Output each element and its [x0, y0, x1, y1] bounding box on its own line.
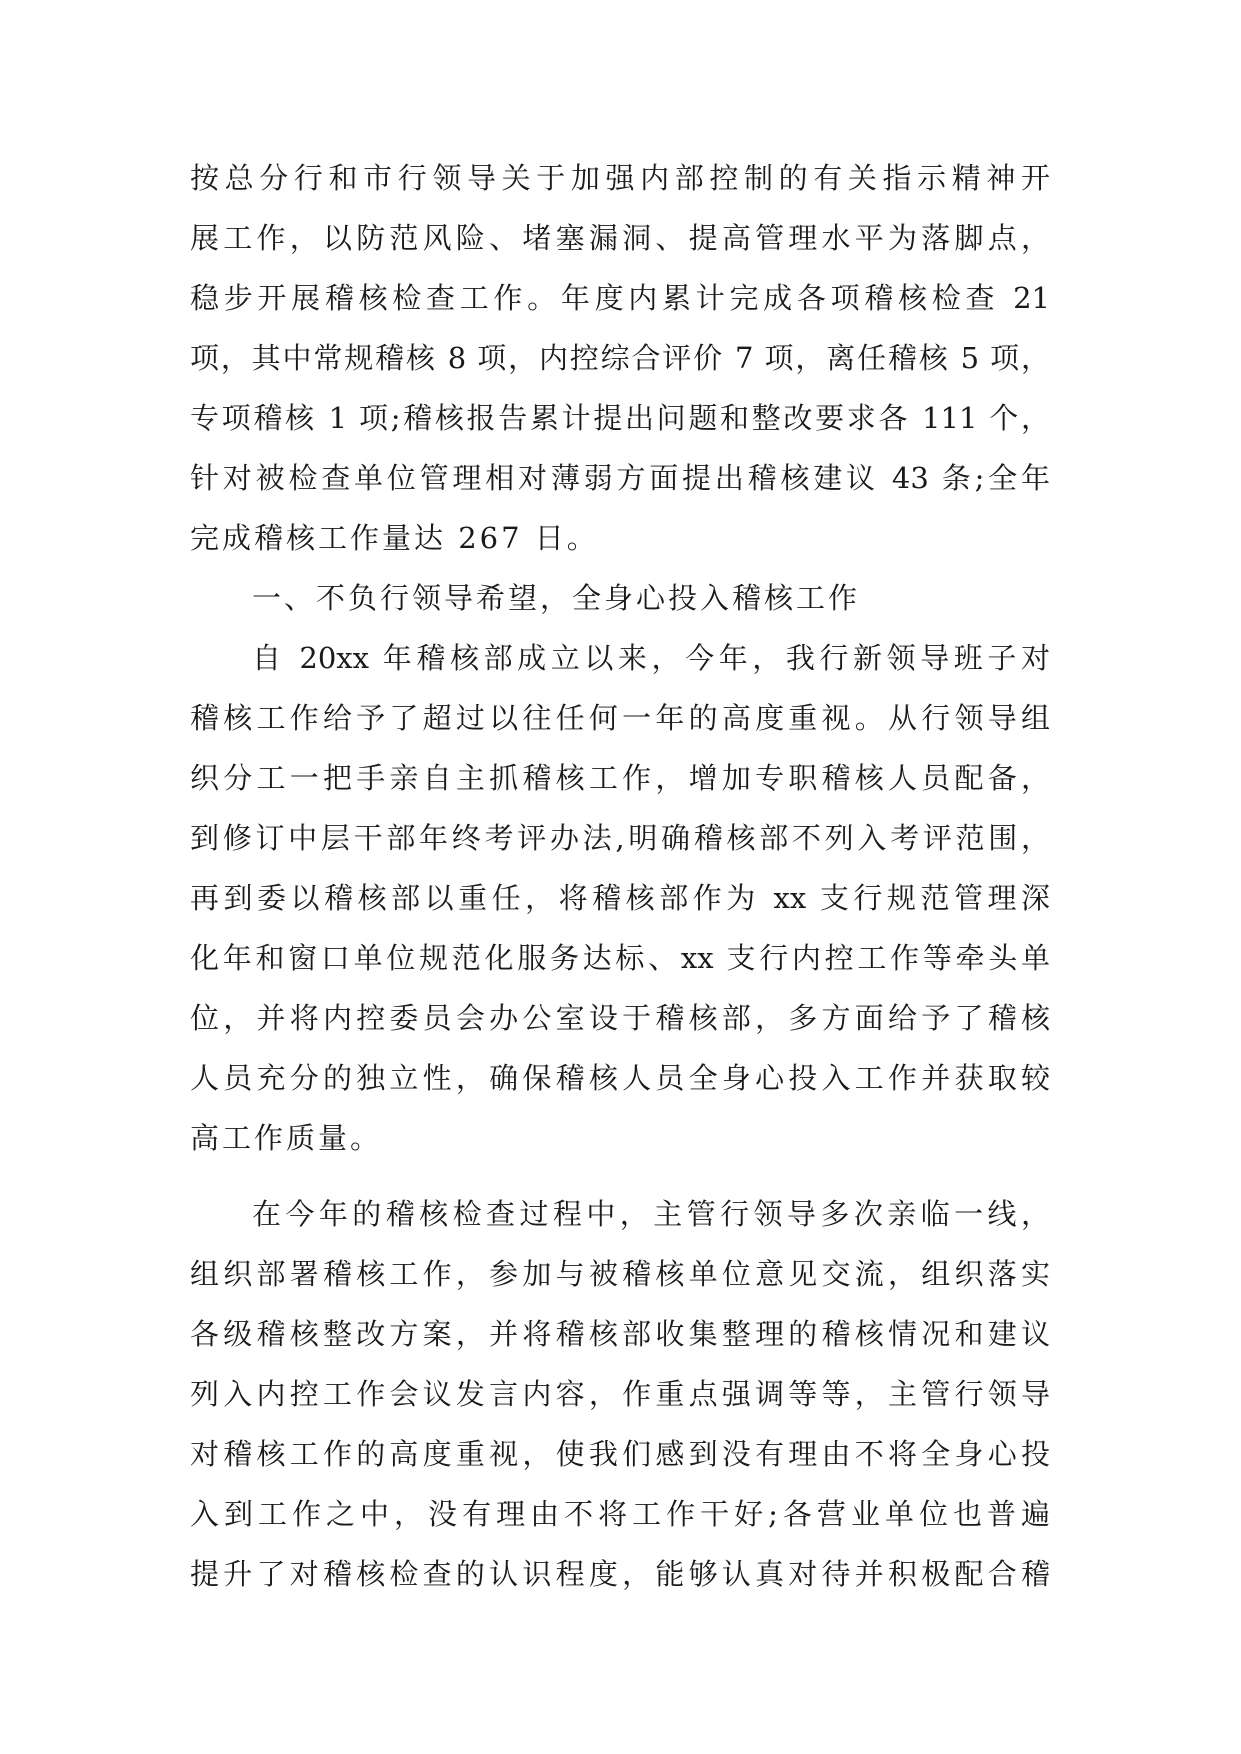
paragraph-2-line-4: 到修订中层干部年终考评办法,明确稽核部不列入考评范围， — [190, 821, 1050, 855]
paragraph-2-line-9: 高工作质量。 — [190, 1121, 383, 1155]
paragraph-3-line-7: 提升了对稽核检查的认识程度，能够认真对待并积极配合稽 — [190, 1557, 1050, 1591]
paragraph-3-line-6: 入到工作之中，没有理由不将工作干好;各营业单位也普遍 — [190, 1497, 1050, 1531]
section-heading: 一、不负行领导希望，全身心投入稽核工作 — [252, 581, 861, 615]
paragraph-2-line-2: 稽核工作给予了超过以往任何一年的高度重视。从行领导组 — [190, 701, 1050, 735]
paragraph-1-line-5: 专项稽核 1 项;稽核报告累计提出问题和整改要求各 111 个， — [190, 401, 1050, 435]
paragraph-1-line-3: 稳步开展稽核检查工作。年度内累计完成各项稽核检查 21 — [190, 281, 1050, 315]
paragraph-1-line-2: 展工作，以防范风险、堵塞漏洞、提高管理水平为落脚点， — [190, 221, 1050, 255]
paragraph-3-line-5: 对稽核工作的高度重视，使我们感到没有理由不将全身心投 — [190, 1437, 1050, 1471]
paragraph-2-line-8: 人员充分的独立性，确保稽核人员全身心投入工作并获取较 — [190, 1061, 1050, 1095]
paragraph-1-line-6: 针对被检查单位管理相对薄弱方面提出稽核建议 43 条;全年 — [190, 461, 1050, 495]
paragraph-2-line-3: 织分工一把手亲自主抓稽核工作，增加专职稽核人员配备， — [190, 761, 1050, 795]
paragraph-3-line-4: 列入内控工作会议发言内容，作重点强调等等，主管行领导 — [190, 1377, 1050, 1411]
paragraph-1-line-7: 完成稽核工作量达 267 日。 — [190, 521, 599, 555]
paragraph-2-line-7: 位，并将内控委员会办公室设于稽核部，多方面给予了稽核 — [190, 1001, 1050, 1035]
paragraph-2-line-6: 化年和窗口单位规范化服务达标、xx 支行内控工作等牵头单 — [190, 941, 1050, 975]
paragraph-2-line-5: 再到委以稽核部以重任，将稽核部作为 xx 支行规范管理深 — [190, 881, 1050, 915]
paragraph-1-line-1: 按总分行和市行领导关于加强内部控制的有关指示精神开 — [190, 161, 1050, 195]
paragraph-2-line-1: 自 20xx 年稽核部成立以来，今年，我行新领导班子对 — [252, 641, 1050, 675]
paragraph-3-line-3: 各级稽核整改方案，并将稽核部收集整理的稽核情况和建议 — [190, 1317, 1050, 1351]
paragraph-1-line-4: 项，其中常规稽核 8 项，内控综合评价 7 项，离任稽核 5 项， — [190, 341, 1050, 375]
paragraph-3-line-2: 组织部署稽核工作，参加与被稽核单位意见交流，组织落实 — [190, 1257, 1050, 1291]
paragraph-3-line-1: 在今年的稽核检查过程中，主管行领导多次亲临一线， — [252, 1197, 1050, 1231]
